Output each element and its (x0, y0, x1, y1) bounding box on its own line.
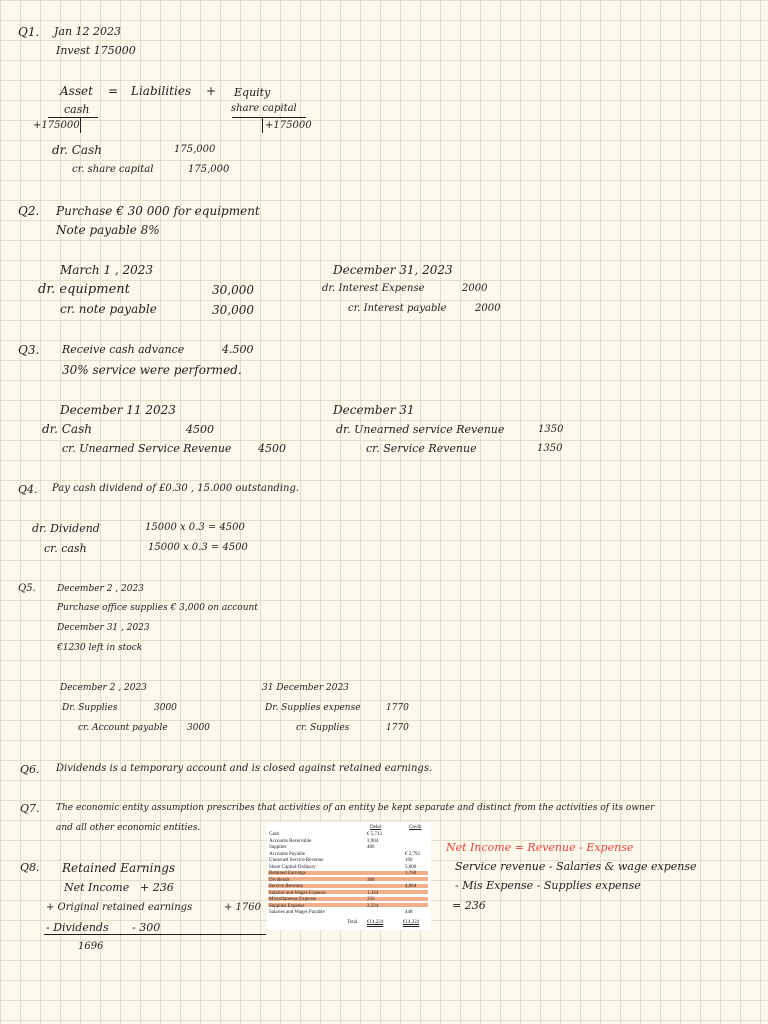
q3-credit-service-revenue: cr. Service Revenue (366, 442, 477, 455)
trial-balance-total-debit: €14,224 (367, 920, 384, 925)
trial-balance-debit-value: 3,904 (367, 838, 379, 844)
q3-debit-cash-amount: 4500 (186, 423, 214, 436)
q7-answer-line-1: The economic entity assumption prescribes that activities of an entity be kept separate and distinct from the activities of its owner (56, 803, 655, 813)
q8-number: Q8. (20, 861, 40, 874)
q3-credit-service-revenue-amount: 1350 (537, 443, 563, 454)
q2-debit-interest-expense-amount: 2000 (462, 283, 488, 294)
trial-balance-account-name: Service Revenue (269, 884, 303, 889)
q5-credit-accounts-payable-amount: 3000 (187, 723, 210, 733)
q5-credit-accounts-payable: cr. Account payable (78, 723, 168, 733)
q5-date-line-2: December 31 , 2023 (57, 623, 150, 633)
q7-number: Q7. (20, 802, 40, 815)
trial-balance-account-name: Accounts Receivable (269, 838, 312, 844)
q2-date-december: December 31, 2023 (333, 263, 453, 277)
q1-equity-label: Equity (234, 86, 271, 99)
trial-balance-account-name: Supplies (269, 845, 287, 850)
q1-number: Q1. (18, 25, 40, 39)
q1-plus: + (206, 84, 217, 98)
q1-equals: = (108, 84, 119, 98)
q3-credit-unearned-revenue: cr. Unearned Service Revenue (62, 442, 232, 455)
q3-debit-unearned-revenue: dr. Unearned service Revenue (336, 423, 505, 436)
net-income-formula: Net Income = Revenue - Expense (446, 841, 634, 854)
q8-net-income-label: Net Income (64, 881, 130, 894)
trial-balance-account-name: Accounts Payable (269, 851, 305, 857)
q1-credit-amount: 175,000 (188, 164, 230, 175)
trial-balance-debit-header: Debit (370, 825, 382, 830)
q5-purchase-line: Purchase office supplies € 3,000 on account (57, 603, 258, 613)
trial-balance-credit-value: € 2,792 (405, 851, 420, 857)
q1-cash-t-divider (80, 117, 81, 133)
trial-balance-account-name: Unearned Service Revenue (269, 858, 324, 863)
q8-net-income-amount: + 236 (140, 881, 174, 894)
q3-cash-advance-line: Receive cash advance (62, 343, 185, 356)
trial-balance-account-name: Salaries and Wages Expense (269, 890, 326, 896)
q5-number: Q5. (18, 583, 36, 594)
trial-balance-debit-value: 486 (367, 845, 375, 850)
trial-balance-table (267, 822, 431, 930)
net-income-note-line-1: Service revenue - Salaries & wage expense (455, 860, 697, 873)
q7-answer-line-2: and all other economic entities. (56, 823, 201, 833)
q1-share-capital-amount: +175000 (265, 120, 312, 131)
trial-balance-total-credit: €14,224 (403, 920, 420, 925)
q3-credit-unearned-revenue-amount: 4500 (258, 442, 286, 455)
q5-credit-supplies: cr. Supplies (296, 723, 350, 733)
q2-debit-equipment: dr. equipment (38, 282, 130, 297)
q4-number: Q4. (18, 483, 38, 496)
q2-number: Q2. (18, 204, 40, 218)
trial-balance-account-name: Share Capital-Ordinary (269, 864, 316, 870)
q5-debit-supplies-amount: 3000 (154, 703, 177, 713)
trial-balance-credit-value: 1,760 (405, 871, 417, 876)
q4-dividend-line: Pay cash dividend of £0.30 , 15.000 outstanding. (52, 483, 300, 494)
q5-stock-line: €1230 left in stock (57, 643, 143, 653)
q8-original-retained-earnings-label: + Original retained earnings (46, 902, 193, 913)
trial-balance-account-name: Supplies Expense (269, 903, 305, 909)
q1-share-capital-t-line (232, 117, 306, 118)
q8-original-retained-earnings-amount: + 1760 (224, 902, 262, 913)
q2-date-march: March 1 , 2023 (60, 263, 154, 277)
q1-cash-account: cash (64, 103, 90, 116)
q1-date: Jan 12 2023 (54, 25, 122, 38)
trial-balance-account-name: Salaries and Wages Payable (269, 910, 325, 915)
trial-balance-total-label: Total (347, 920, 358, 925)
q4-debit-calculation: 15000 x 0.3 = 4500 (145, 522, 245, 533)
q8-dividends-amount: - 300 (132, 921, 161, 934)
q2-note-line: Note payable 8% (56, 223, 160, 237)
q4-debit-dividend: dr. Dividend (32, 522, 100, 535)
q3-performed-line: 30% service were performed. (62, 363, 242, 377)
q2-credit-note-payable-amount: 30,000 (212, 303, 254, 317)
trial-balance-credit-value: 160 (405, 858, 413, 863)
q5-date-line: December 2 , 2023 (57, 584, 144, 594)
q1-debit-amount: 175,000 (174, 144, 216, 155)
trial-balance-account-name: Retained Earnings (269, 871, 306, 876)
q5-debit-supplies-expense: Dr. Supplies expense (265, 703, 361, 713)
q3-number: Q3. (18, 343, 40, 357)
trial-balance-credit-value: 5,000 (405, 864, 417, 870)
trial-balance-credit-value: 448 (405, 910, 413, 915)
q2-credit-note-payable: cr. note payable (60, 302, 157, 316)
q4-credit-cash: cr. cash (44, 542, 87, 555)
q3-date-december-11: December 11 2023 (60, 403, 176, 417)
q2-debit-interest-expense: dr. Interest Expense (322, 283, 425, 294)
trial-balance-credit-value: 4,064 (405, 884, 417, 889)
q1-asset-label: Asset (60, 84, 93, 98)
q8-total-line (44, 934, 266, 935)
trial-balance-debit-value: 2,224 (367, 903, 379, 909)
q3-date-december-31: December 31 (333, 403, 415, 417)
q5-date-december-2: December 2 , 2023 (60, 683, 147, 693)
q6-answer: Dividends is a temporary account and is closed against retained earnings. (56, 763, 433, 774)
q2-credit-interest-payable-amount: 2000 (475, 303, 501, 314)
q1-debit-entry: dr. Cash (52, 143, 102, 157)
q8-total: 1696 (78, 941, 104, 952)
q2-purchase-line: Purchase € 30 000 for equipment (56, 204, 260, 218)
q1-share-capital-t-divider (262, 117, 263, 133)
trial-balance-debit-value: 256 (367, 897, 375, 902)
q2-debit-equipment-amount: 30,000 (212, 283, 254, 297)
trial-balance-debit-value: € 5,712 (367, 832, 382, 837)
q2-credit-interest-payable: cr. Interest payable (348, 303, 447, 314)
q1-share-capital-account: share capital (231, 103, 297, 114)
q6-number: Q6. (20, 763, 40, 776)
net-income-note-line-2: - Mis Expense - Supplies expense (455, 879, 641, 892)
q5-debit-supplies-expense-amount: 1770 (386, 703, 409, 713)
q1-cash-t-line (48, 117, 98, 118)
q5-credit-supplies-amount: 1770 (386, 723, 409, 733)
net-income-note-result: = 236 (452, 899, 486, 912)
trial-balance-account-name: Cash (269, 832, 279, 837)
q1-credit-entry: cr. share capital (72, 164, 154, 175)
trial-balance-credit-header: Credit (409, 825, 422, 830)
trial-balance-debit-value: 300 (367, 877, 375, 883)
q1-cash-amount: +175000 (33, 120, 80, 131)
q8-dividends-label: - Dividends (46, 921, 109, 934)
q3-debit-cash: dr. Cash (42, 422, 92, 436)
q1-invest: Invest 175000 (56, 44, 136, 57)
q3-debit-unearned-revenue-amount: 1350 (538, 424, 564, 435)
q5-date-december-31: 31 December 2023 (262, 683, 349, 693)
trial-balance-account-name: Dividends (269, 877, 290, 883)
trial-balance-row-highlight (268, 877, 428, 881)
q8-title: Retained Earnings (62, 861, 176, 875)
trial-balance-debit-value: 1,344 (367, 890, 379, 896)
trial-balance-account-name: Miscellaneous Expense (269, 897, 317, 902)
q5-debit-supplies: Dr. Supplies (62, 703, 118, 713)
q1-liabilities-label: Liabilities (131, 84, 192, 98)
q3-cash-advance-amount: 4.500 (222, 343, 254, 356)
q4-credit-calculation: 15000 x 0.3 = 4500 (148, 542, 248, 553)
